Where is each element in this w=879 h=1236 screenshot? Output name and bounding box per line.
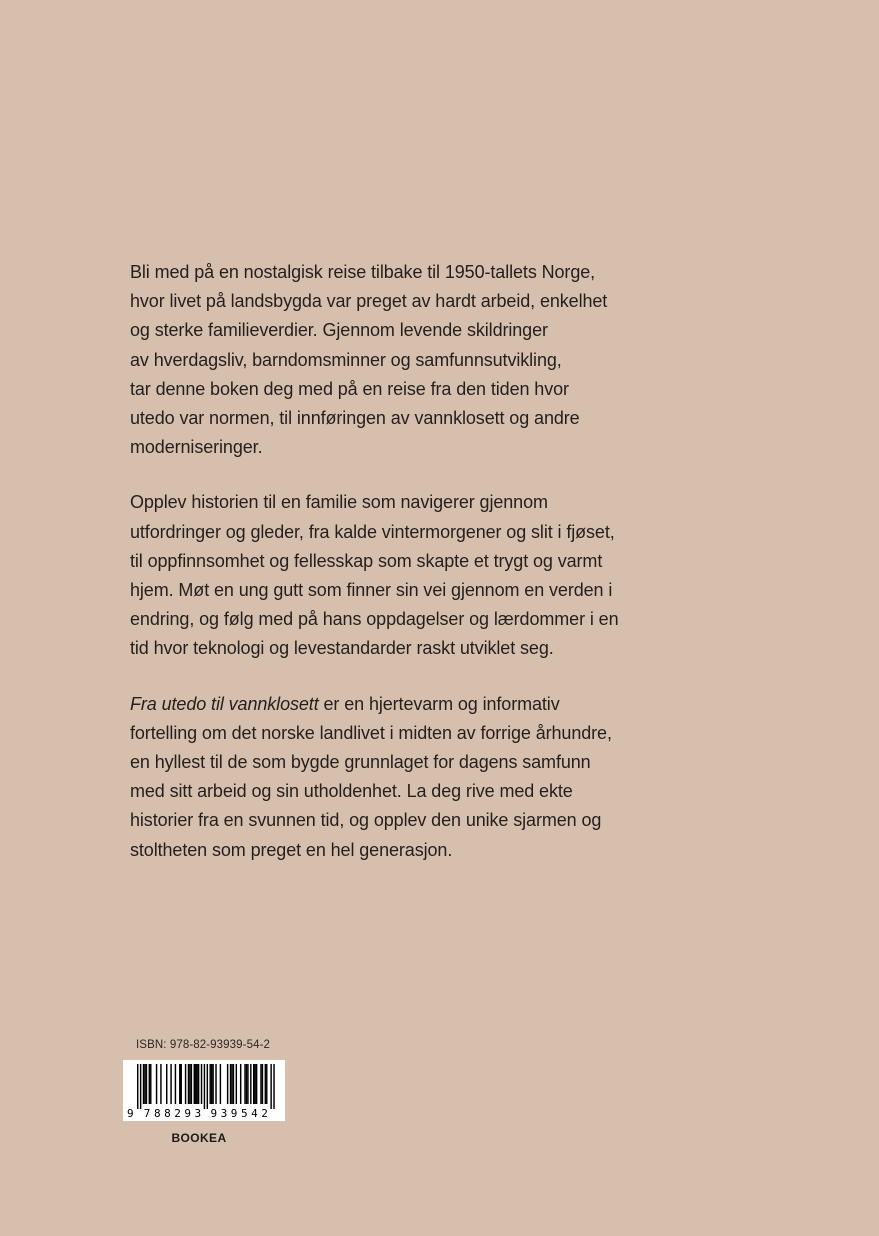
barcode-bar: [185, 1064, 186, 1104]
barcode-bar: [166, 1064, 167, 1104]
barcode-bar: [143, 1064, 144, 1104]
barcode-digits: 7: [143, 1107, 151, 1120]
barcode-bar: [201, 1064, 202, 1104]
barcode-icon: [123, 1060, 285, 1121]
barcode-bar: [204, 1064, 205, 1109]
barcode-bar: [250, 1064, 251, 1104]
isbn-barcode: [123, 1060, 285, 1121]
barcode-bar: [240, 1064, 241, 1104]
blurb-paragraph-1: Bli med på en nostalgisk reise tilbake til 1950-tallets Norge, hvor livet på landsbygda var preget av hardt arbeid, enkelhet og sterke familieverdier. Gjennom levende skildringer av hverdagsliv, barndomsminner og samfunnsutvikling, tar denne boken deg med på en reise fra den tiden hvor utedo var normen, til innføringen av vannklosett og andre moderniseringer.: [130, 262, 608, 458]
isbn-label: ISBN: 978-82-93939-54-2: [136, 1039, 270, 1051]
barcode-bar: [230, 1064, 231, 1104]
barcode-digits: 3: [220, 1107, 228, 1120]
barcode-digits: 8: [164, 1107, 171, 1120]
barcode-bar: [149, 1064, 150, 1104]
barcode-bar: [189, 1064, 190, 1104]
barcode-digits: 9: [184, 1107, 192, 1120]
barcode-bar: [179, 1064, 180, 1104]
barcode-bar: [170, 1064, 171, 1104]
barcode-digits: 2: [261, 1107, 268, 1120]
barcode-bar: [247, 1064, 248, 1104]
barcode-bar: [215, 1064, 216, 1104]
barcode-bar: [273, 1064, 274, 1109]
barcode-digits: 9: [230, 1107, 238, 1120]
blurb-paragraph-2: Opplev historien til en familie som navigerer gjennom utfordringer og gleder, fra kalde vintermorgener og slit i fjøset, til oppfinnsomhet og fellesskap som skapte et trygt og varmt hjem. Møt en ung gutt som finner sin vei gjennom en verden i endring, og følg med på hans oppdagelser og lærdommer i en tid hvor teknologi og levestandarder raskt utviklet seg.: [130, 492, 619, 659]
barcode-bar: [156, 1064, 157, 1104]
barcode-digits: 9: [210, 1107, 218, 1120]
barcode-bar: [265, 1064, 266, 1104]
barcode-bar: [270, 1064, 271, 1109]
blurb-paragraph-3: [130, 690, 690, 865]
barcode-bar: [196, 1064, 197, 1104]
barcode-bar: [181, 1064, 182, 1104]
barcode-digits: 5: [240, 1107, 248, 1120]
barcode-bar: [227, 1064, 228, 1104]
barcode-bar: [150, 1064, 151, 1104]
barcode-digits: 8: [153, 1107, 161, 1120]
book-title-italic: Fra utedo til vannklosett: [130, 693, 319, 714]
barcode-bar: [195, 1064, 196, 1104]
barcode-bar: [198, 1064, 199, 1104]
barcode-bar: [212, 1064, 213, 1104]
barcode-bar: [144, 1064, 145, 1104]
barcode-bar: [231, 1064, 232, 1104]
barcode-bar: [254, 1064, 255, 1104]
barcode-bar: [140, 1064, 141, 1109]
barcode-bar: [262, 1064, 263, 1104]
barcode-bar: [210, 1064, 211, 1104]
barcode-bar: [146, 1064, 147, 1104]
barcode-bar: [175, 1064, 176, 1104]
barcode-bar: [233, 1064, 234, 1104]
barcode-bar: [191, 1064, 192, 1104]
barcode-bar: [188, 1064, 189, 1104]
barcode-bar: [207, 1064, 208, 1109]
barcode-bar: [244, 1064, 245, 1104]
barcode-bar: [260, 1064, 261, 1104]
barcode-bar: [246, 1064, 247, 1104]
barcode-bar: [137, 1064, 138, 1109]
barcode-bar: [266, 1064, 267, 1104]
barcode-bar: [211, 1064, 212, 1104]
barcode-digits: 3: [194, 1107, 202, 1120]
blurb-paragraph-3-text: er en hjertevarm og informativ fortelling om det norske landlivet i midten av forrige århundre, en hyllest til de som bygde grunnlaget for dagens samfunn med sitt arbeid og sin utholdenhet. La deg rive med ekte historier fra en svunnen tid, og opplev den unike sjarmen og stoltheten som preget en hel generasjon.: [130, 693, 612, 860]
barcode-bar: [194, 1064, 195, 1104]
barcode-bar: [253, 1064, 254, 1104]
back-cover-blurb: [130, 258, 690, 865]
barcode-bar: [256, 1064, 257, 1104]
barcode-bar: [236, 1064, 237, 1104]
publisher-logo: BOOKEA: [171, 1131, 227, 1145]
barcode-digits: 4: [251, 1107, 258, 1120]
barcode-bar: [220, 1064, 221, 1104]
barcode-bar: [160, 1064, 161, 1104]
barcode-digits: 2: [174, 1107, 181, 1120]
barcode-digits: 9: [127, 1107, 134, 1120]
